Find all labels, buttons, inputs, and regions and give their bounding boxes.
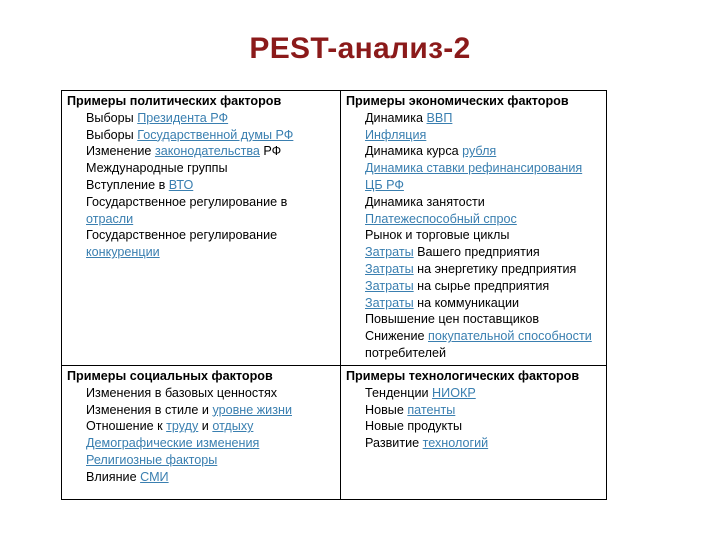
factor-text: Динамика bbox=[365, 110, 427, 125]
factor-text: Динамика курса bbox=[365, 144, 463, 159]
list-item bbox=[365, 211, 602, 228]
list-item bbox=[365, 278, 602, 295]
page-title: PEST-анализ-2 bbox=[249, 32, 471, 65]
economic-header: Примеры экономических факторов bbox=[346, 94, 569, 108]
factor-text: и bbox=[198, 419, 213, 434]
list-item bbox=[86, 435, 336, 452]
factor-link[interactable]: технологий bbox=[422, 436, 489, 451]
pest-table bbox=[61, 90, 607, 500]
list-item bbox=[86, 110, 336, 127]
factor-text: Изменения в стиле и bbox=[86, 402, 213, 417]
factor-link[interactable]: покупательной способности bbox=[428, 329, 592, 344]
factor-text: Вступление в bbox=[86, 177, 169, 192]
factor-link[interactable]: Затраты bbox=[365, 245, 414, 260]
factor-link[interactable]: Инфляция bbox=[365, 127, 427, 142]
factor-link[interactable]: Религиозные факторы bbox=[86, 452, 218, 467]
list-item bbox=[365, 328, 602, 362]
factor-text: Изменение bbox=[86, 144, 155, 159]
factor-text: Выборы bbox=[86, 127, 138, 142]
factor-link[interactable]: ВВП bbox=[426, 110, 453, 125]
list-item bbox=[365, 160, 602, 194]
factor-text: Динамика занятости bbox=[365, 194, 485, 209]
list-item bbox=[86, 177, 336, 194]
list-item bbox=[86, 143, 336, 160]
list-item bbox=[86, 227, 336, 261]
factor-text: Государственное регулирование в bbox=[86, 194, 288, 209]
factor-link[interactable]: Затраты bbox=[365, 278, 414, 293]
list-item bbox=[365, 227, 602, 244]
social-list bbox=[66, 385, 336, 486]
list-item bbox=[86, 194, 336, 228]
factor-link[interactable]: Государственной думы РФ bbox=[137, 127, 294, 142]
factor-link[interactable]: Платежеспособный спрос bbox=[365, 211, 517, 226]
list-item bbox=[365, 435, 602, 452]
factor-link[interactable]: Затраты bbox=[365, 295, 414, 310]
economic-factors-cell bbox=[341, 91, 607, 366]
factor-link[interactable]: законодательства bbox=[154, 144, 260, 159]
factor-text: потребителей bbox=[365, 345, 447, 360]
technological-list bbox=[345, 385, 602, 452]
factor-link[interactable]: НИОКР bbox=[432, 385, 476, 400]
factor-text: Новые продукты bbox=[365, 419, 463, 434]
factor-text: Изменения в базовых ценностях bbox=[86, 385, 278, 400]
list-item bbox=[365, 261, 602, 278]
factor-text: Снижение bbox=[365, 329, 429, 344]
list-item bbox=[365, 127, 602, 144]
factor-text: Повышение цен поставщиков bbox=[365, 312, 540, 327]
list-item bbox=[86, 385, 336, 402]
factor-text: Новые bbox=[365, 402, 408, 417]
factor-text: Выборы bbox=[86, 110, 138, 125]
economic-list bbox=[345, 110, 602, 362]
factor-link[interactable]: Динамика ставки рефинансирования ЦБ РФ bbox=[365, 161, 583, 192]
list-item bbox=[86, 452, 336, 469]
factor-text: Развитие bbox=[365, 436, 423, 451]
factor-link[interactable]: Президента РФ bbox=[137, 110, 229, 125]
factor-text: Отношение к bbox=[86, 419, 167, 434]
list-item bbox=[86, 469, 336, 486]
list-item bbox=[86, 402, 336, 419]
factor-link[interactable]: ВТО bbox=[168, 177, 194, 192]
social-factors-cell bbox=[62, 366, 341, 500]
factor-link[interactable]: уровне жизни bbox=[212, 402, 292, 417]
factor-text: Тенденции bbox=[365, 385, 433, 400]
list-item bbox=[365, 143, 602, 160]
list-item bbox=[365, 385, 602, 402]
factor-text: на коммуникации bbox=[413, 295, 520, 310]
factor-link[interactable]: Затраты bbox=[365, 261, 414, 276]
factor-link[interactable]: труду bbox=[166, 419, 199, 434]
factor-link[interactable]: СМИ bbox=[140, 469, 169, 484]
factor-link[interactable]: Демографические изменения bbox=[86, 436, 260, 451]
factor-text: РФ bbox=[259, 144, 282, 159]
factor-link[interactable]: конкуренции bbox=[86, 245, 160, 260]
list-item bbox=[365, 418, 602, 435]
factor-link[interactable]: рубля bbox=[462, 144, 497, 159]
factor-link[interactable]: патенты bbox=[407, 402, 456, 417]
list-item bbox=[365, 244, 602, 261]
list-item bbox=[365, 110, 602, 127]
list-item bbox=[86, 127, 336, 144]
factor-text: Влияние bbox=[86, 469, 141, 484]
political-factors-cell bbox=[62, 91, 341, 366]
table-row bbox=[62, 91, 607, 366]
list-item bbox=[365, 194, 602, 211]
factor-text: Вашего предприятия bbox=[413, 245, 540, 260]
list-item bbox=[365, 402, 602, 419]
factor-text: Международные группы bbox=[86, 161, 228, 176]
political-list bbox=[66, 110, 336, 261]
factor-text: Рынок и торговые циклы bbox=[365, 228, 510, 243]
list-item bbox=[365, 311, 602, 328]
factor-text: Государственное регулирование bbox=[86, 228, 278, 243]
list-item bbox=[365, 295, 602, 312]
factor-text: на энергетику предприятия bbox=[413, 261, 577, 276]
list-item bbox=[86, 160, 336, 177]
social-header: Примеры социальных факторов bbox=[67, 369, 273, 383]
political-header: Примеры политических факторов bbox=[67, 94, 282, 108]
table-row bbox=[62, 366, 607, 500]
factor-text: на сырье предприятия bbox=[413, 278, 550, 293]
factor-link[interactable]: отрасли bbox=[86, 211, 134, 226]
factor-link[interactable]: отдыху bbox=[212, 419, 254, 434]
technological-header: Примеры технологических факторов bbox=[346, 369, 580, 383]
list-item bbox=[86, 418, 336, 435]
technological-factors-cell bbox=[341, 366, 607, 500]
